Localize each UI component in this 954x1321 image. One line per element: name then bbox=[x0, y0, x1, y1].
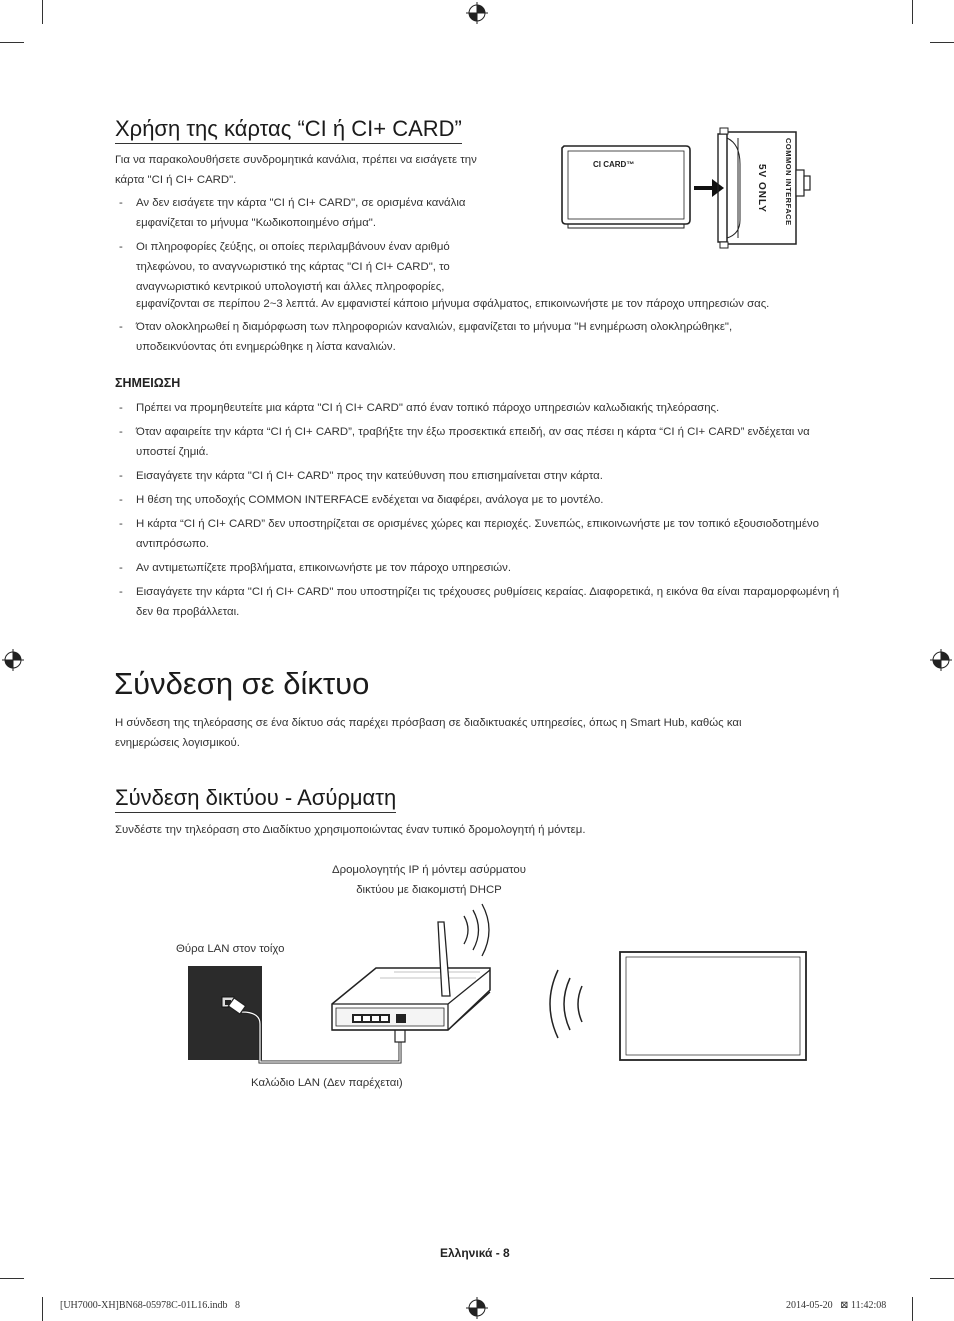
list-item: - Αν αντιμετωπίζετε προβλήματα, επικοινωνήστε με τον πάροχο υπηρεσιών. bbox=[115, 558, 845, 578]
page-number: Ελληνικά - 8 bbox=[440, 1246, 510, 1260]
ci-bullets bbox=[115, 193, 475, 297]
file-info: [UH7000-XH]BN68-05978C-01L16.indb 8 bbox=[60, 1300, 240, 1311]
registration-mark-icon bbox=[930, 649, 952, 671]
arrow-right-icon bbox=[694, 179, 724, 197]
list-item: - Πρέπει να προμηθευτείτε μια κάρτα "CI ή CI+ CARD" από έναν τοπικό πάροχο υπηρεσιών καλωδιακής τηλεόρασης. bbox=[115, 398, 845, 418]
registration-mark-icon bbox=[466, 2, 488, 24]
wireless-title: Σύνδεση δικτύου - Ασύρματη bbox=[115, 785, 396, 813]
slot-label-common-interface: COMMON INTERFACE bbox=[784, 138, 793, 226]
list-item: - Εισαγάγετε την κάρτα "CI ή CI+ CARD" προς την κατεύθυνση που επισημαίνεται στην κάρτα. bbox=[115, 466, 845, 486]
crop-mark bbox=[912, 1297, 913, 1321]
note-heading: ΣΗΜΕΙΩΣΗ bbox=[115, 376, 181, 390]
ci-bullets-2 bbox=[115, 317, 805, 361]
crop-mark bbox=[42, 1297, 43, 1321]
list-item: - Όταν ολοκληρωθεί η διαμόρφωση των πληροφοριών καναλιών, εμφανίζεται το μήνυμα "Η ενημέρωση ολοκληρώθηκε", υποδεικνύοντας ότι ενημερώθηκε η λίστα καναλιών. bbox=[115, 317, 805, 357]
list-item: - Οι πληροφορίες ζεύξης, οι οποίες περιλαμβάνουν έναν αριθμό τηλεφώνου, το αναγνωριστικό της κάρτας "CI ή CI+ CARD", το αναγνωριστικό κεντρικού υπολογιστή και άλλες πληροφορίες, bbox=[115, 237, 475, 297]
ci-bullet2-continuation: εμφανίζονται σε περίπου 2~3 λεπτά. Αν εμφανιστεί κάποιο μήνυμα σφάλματος, επικοινωνήστε με τον πάροχο υπηρεσιών σας. bbox=[136, 298, 770, 310]
list-item: - Η κάρτα “CI ή CI+ CARD” δεν υποστηρίζεται σε ορισμένες χώρες και περιοχές. Συνεπώς, επικοινωνήστε με τον τοπικό εξουσιοδοτημένο αντιπρόσωπο. bbox=[115, 514, 845, 554]
wireless-signal-icon bbox=[464, 904, 489, 956]
network-title: Σύνδεση σε δίκτυο bbox=[114, 666, 370, 701]
ci-card-figure bbox=[560, 124, 850, 252]
registration-mark-icon bbox=[466, 1297, 488, 1319]
wireless-intro: Συνδέστε την τηλεόραση στο Διαδίκτυο χρησιμοποιώντας έναν τυπικό δρομολογητή ή μόντεμ. bbox=[115, 824, 586, 836]
wireless-signal-icon bbox=[550, 970, 582, 1038]
registration-mark-icon bbox=[2, 649, 24, 671]
slot-label-5v-only: 5V ONLY bbox=[756, 164, 767, 213]
router-label: Δρομολογητής IP ή μόντεμ ασύρματου δικτύου με διακομιστή DHCP bbox=[332, 864, 526, 896]
list-item: - Η θέση της υποδοχής COMMON INTERFACE ενδέχεται να διαφέρει, ανάλογα με το μοντέλο. bbox=[115, 490, 845, 510]
tv-icon bbox=[620, 952, 806, 1060]
list-item: - Εισαγάγετε την κάρτα "CI ή CI+ CARD" που υποστηρίζει τις τρέχουσες ρυθμίσεις κεραίας. Διαφορετικά, η εικόνα θα είναι παραμορφωμένη ή δεν θα προβάλλεται. bbox=[115, 582, 845, 622]
crop-mark bbox=[912, 0, 913, 24]
crop-mark bbox=[930, 42, 954, 43]
note-list bbox=[115, 398, 845, 626]
crop-mark bbox=[42, 0, 43, 24]
ci-card-label: CI CARD™ bbox=[593, 160, 635, 169]
crop-mark bbox=[930, 1278, 954, 1279]
crop-mark bbox=[0, 1278, 24, 1279]
wall-lan-label: Θύρα LAN στον τοίχο bbox=[176, 943, 285, 955]
print-timestamp: 2014-05-20 ⊠ 11:42:08 bbox=[786, 1300, 887, 1311]
ci-section-title: Χρήση της κάρτας “CI ή CI+ CARD” bbox=[115, 116, 462, 144]
list-item: - Όταν αφαιρείτε την κάρτα “CI ή CI+ CARD”, τραβήξτε την έξω προσεκτικά επειδή, αν σας πέσει η κάρτα “CI ή CI+ CARD” ενδέχεται να υποστεί ζημιά. bbox=[115, 422, 845, 462]
crop-mark bbox=[0, 42, 24, 43]
lan-cable-label: Καλώδιο LAN (Δεν παρέχεται) bbox=[251, 1077, 403, 1089]
ci-intro: Για να παρακολουθήσετε συνδρομητικά κανάλια, πρέπει να εισάγετε την κάρτα "CI ή CI+ CARD". bbox=[115, 154, 477, 186]
list-item: - Αν δεν εισάγετε την κάρτα "CI ή CI+ CARD", σε ορισμένα κανάλια εμφανίζεται το μήνυμα "Κωδικοποιημένο σήμα". bbox=[115, 193, 475, 233]
ci-card-icon bbox=[562, 146, 690, 228]
network-intro: Η σύνδεση της τηλεόρασης σε ένα δίκτυο σάς παρέχει πρόσβαση σε διαδικτυακές υπηρεσίες, όπως η Smart Hub, καθώς και ενημερώσεις λογισμικού. bbox=[115, 717, 742, 749]
wireless-network-diagram bbox=[180, 900, 820, 1070]
